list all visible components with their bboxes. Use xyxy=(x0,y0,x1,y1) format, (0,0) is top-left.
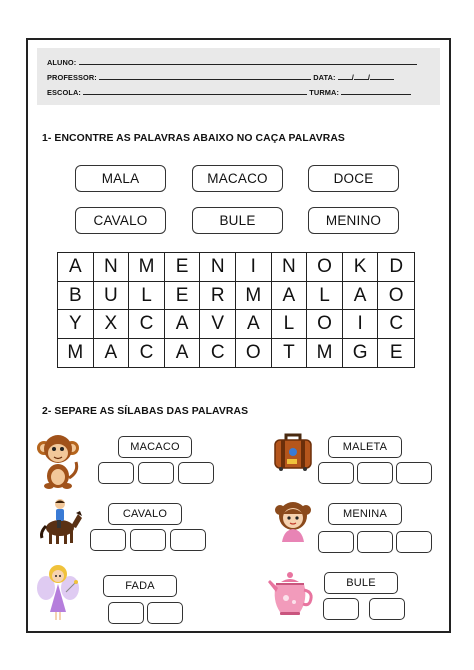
grid-cell[interactable]: G xyxy=(343,339,379,368)
professor-line xyxy=(47,73,394,82)
date-month-field[interactable] xyxy=(351,73,371,82)
syllable-box[interactable] xyxy=(147,602,183,624)
syllable-box[interactable] xyxy=(90,529,126,551)
word-box: MENINO xyxy=(308,207,399,234)
escola-line xyxy=(47,88,411,97)
grid-cell[interactable]: A xyxy=(58,253,94,282)
grid-cell[interactable]: L xyxy=(307,282,343,311)
grid-cell[interactable]: E xyxy=(165,253,201,282)
fairy-icon xyxy=(36,562,80,622)
monkey-icon xyxy=(36,432,80,490)
word-label-maleta: MALETA xyxy=(328,436,402,458)
grid-cell[interactable]: I xyxy=(343,310,379,339)
grid-cell[interactable]: N xyxy=(94,253,130,282)
grid-cell[interactable]: X xyxy=(94,310,130,339)
date-day-field[interactable] xyxy=(338,73,352,80)
grid-cell[interactable]: M xyxy=(129,253,165,282)
grid-cell[interactable]: A xyxy=(165,339,201,368)
grid-cell[interactable]: K xyxy=(343,253,379,282)
syllable-box[interactable] xyxy=(369,598,405,620)
syllable-box[interactable] xyxy=(178,462,214,484)
aluno-line xyxy=(47,58,417,67)
section2-title: 2- SEPARE AS SÍLABAS DAS PALAVRAS xyxy=(42,406,249,417)
grid-cell[interactable]: C xyxy=(200,339,236,368)
grid-cell[interactable]: O xyxy=(378,282,414,311)
grid-cell[interactable]: O xyxy=(307,253,343,282)
grid-cell[interactable]: E xyxy=(165,282,201,311)
grid-cell[interactable]: D xyxy=(378,253,414,282)
syllable-box[interactable] xyxy=(318,531,354,553)
syllable-box[interactable] xyxy=(396,462,432,484)
suitcase-icon xyxy=(272,432,314,472)
horse-rider-icon xyxy=(38,498,84,546)
section1-title: 1- ENCONTRE AS PALAVRAS ABAIXO NO CAÇA PALAVRAS xyxy=(42,133,345,144)
grid-cell[interactable]: N xyxy=(272,253,308,282)
syllable-box[interactable] xyxy=(318,462,354,484)
turma-label: TURMA: xyxy=(309,88,340,97)
grid-cell[interactable]: Y xyxy=(58,310,94,339)
grid-cell[interactable]: M xyxy=(58,339,94,368)
word-label-cavalo: CAVALO xyxy=(108,503,182,525)
teapot-icon xyxy=(266,570,314,616)
grid-cell[interactable]: N xyxy=(200,253,236,282)
grid-cell[interactable]: V xyxy=(200,310,236,339)
grid-cell[interactable]: O xyxy=(307,310,343,339)
turma-field[interactable] xyxy=(341,88,411,95)
grid-cell[interactable]: A xyxy=(343,282,379,311)
grid-cell[interactable]: R xyxy=(200,282,236,311)
word-label-macaco: MACACO xyxy=(118,436,192,458)
grid-cell[interactable]: L xyxy=(272,310,308,339)
syllable-box[interactable] xyxy=(396,531,432,553)
grid-cell[interactable]: O xyxy=(236,339,272,368)
word-search-grid[interactable] xyxy=(57,252,415,368)
grid-cell[interactable]: M xyxy=(236,282,272,311)
word-box: BULE xyxy=(192,207,283,234)
data-label: DATA: xyxy=(313,73,336,82)
syllable-box[interactable] xyxy=(138,462,174,484)
grid-cell[interactable]: E xyxy=(389,342,403,364)
grid-cell[interactable]: C xyxy=(129,310,165,339)
word-box: CAVALO xyxy=(75,207,166,234)
professor-label: PROFESSOR: xyxy=(47,73,97,82)
escola-label: ESCOLA: xyxy=(47,88,81,97)
word-box: MACACO xyxy=(192,165,283,192)
date-separator: / xyxy=(351,73,354,82)
syllable-box[interactable] xyxy=(170,529,206,551)
word-box: MALA xyxy=(75,165,166,192)
grid-cell[interactable]: A xyxy=(272,282,308,311)
grid-cell[interactable]: M xyxy=(307,339,343,368)
grid-cell[interactable]: C xyxy=(129,339,165,368)
escola-field[interactable] xyxy=(83,88,307,95)
professor-field[interactable] xyxy=(99,73,311,80)
syllable-box[interactable] xyxy=(357,531,393,553)
grid-cell[interactable]: C xyxy=(378,310,414,339)
syllable-box[interactable] xyxy=(98,462,134,484)
girl-icon xyxy=(272,498,314,542)
grid-cell[interactable]: T xyxy=(272,339,308,368)
word-box: DOCE xyxy=(308,165,399,192)
grid-cell[interactable]: A xyxy=(94,339,130,368)
grid-cell[interactable]: U xyxy=(94,282,130,311)
aluno-field[interactable] xyxy=(79,58,417,65)
grid-cell[interactable]: A xyxy=(236,310,272,339)
syllable-box[interactable] xyxy=(130,529,166,551)
grid-cell[interactable]: L xyxy=(129,282,165,311)
aluno-label: ALUNO: xyxy=(47,58,77,67)
grid-cell[interactable]: B xyxy=(58,282,94,311)
word-label-fada: FADA xyxy=(103,575,177,597)
grid-cell[interactable]: A xyxy=(165,310,201,339)
grid-cell[interactable]: I xyxy=(236,253,272,282)
syllable-box[interactable] xyxy=(357,462,393,484)
word-label-bule: BULE xyxy=(324,572,398,594)
syllable-box[interactable] xyxy=(323,598,359,620)
date-separator: / xyxy=(367,73,371,82)
date-year-field[interactable] xyxy=(367,73,394,82)
syllable-box[interactable] xyxy=(108,602,144,624)
word-label-menina: MENINA xyxy=(328,503,402,525)
